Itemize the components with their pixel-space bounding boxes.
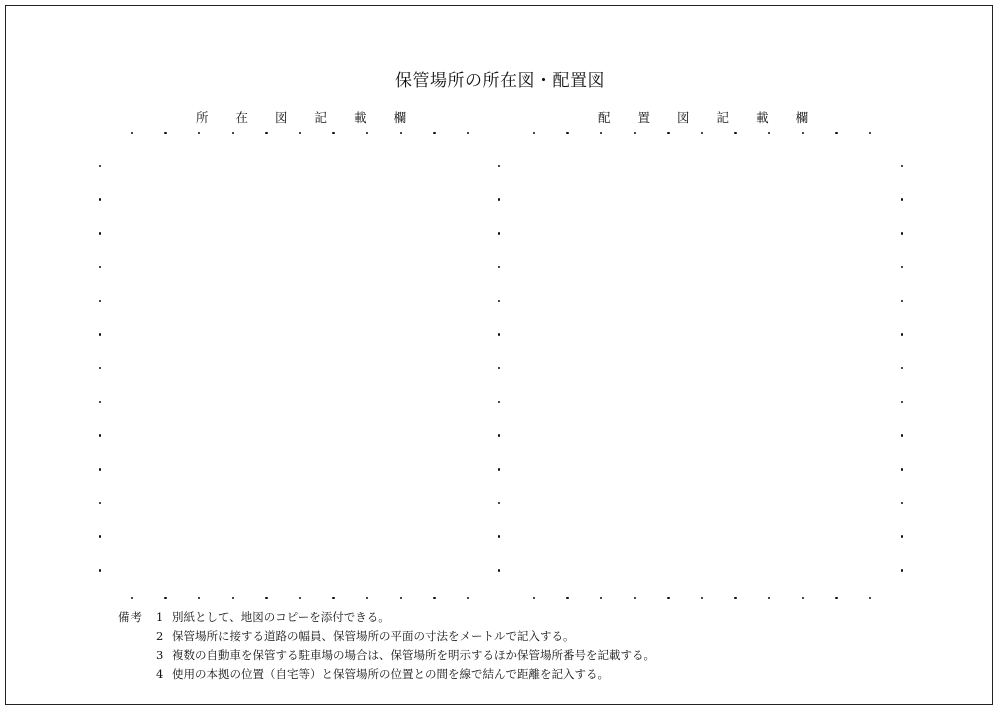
frame-dot xyxy=(901,468,904,471)
remarks-label: 備考 xyxy=(118,610,143,624)
remarks-label xyxy=(118,665,156,684)
remarks-section xyxy=(118,608,655,684)
header-char: 欄 xyxy=(393,110,407,125)
remark-text: 保管場所に接する道路の幅員、保管場所の平面の寸法をメートルで記入する。 xyxy=(172,629,575,643)
form-sheet xyxy=(5,5,993,705)
remark-number: 4 xyxy=(156,667,164,681)
remark-number: 2 xyxy=(156,629,164,643)
remark-text: 別紙として、地図のコピーを添付できる。 xyxy=(172,610,390,624)
remarks-label xyxy=(118,646,156,665)
remark-text: 複数の自動車を保管する駐車場の場合は、保管場所を明示するほか保管場所番号を記載する。 xyxy=(172,648,655,662)
frame-dot xyxy=(498,468,501,471)
header-char: 記 xyxy=(716,110,730,125)
remarks-label xyxy=(118,627,156,646)
header-char: 図 xyxy=(275,110,288,125)
remark-number: 1 xyxy=(156,610,164,624)
location-map-header xyxy=(196,108,406,126)
remark-item xyxy=(118,646,655,665)
header-char: 図 xyxy=(677,110,690,125)
header-char: 所 xyxy=(196,110,209,125)
remark-number: 3 xyxy=(156,648,164,662)
header-char: 配 xyxy=(598,110,611,125)
remark-text: 使用の本拠の位置（自宅等）と保管場所の位置との間を線で結んで距離を記入する。 xyxy=(172,667,609,681)
page-title: 保管場所の所在図・配置図 xyxy=(395,71,605,91)
remark-item xyxy=(118,608,655,627)
header-char: 欄 xyxy=(795,110,809,125)
remark-item xyxy=(118,627,655,646)
header-char: 載 xyxy=(354,110,367,125)
header-char: 記 xyxy=(314,110,328,125)
remark-item xyxy=(118,665,655,684)
header-char: 載 xyxy=(756,110,769,125)
header-char: 在 xyxy=(235,110,249,125)
frame-dot xyxy=(99,468,102,471)
layout-map-header xyxy=(598,108,808,126)
header-char: 置 xyxy=(637,110,651,125)
